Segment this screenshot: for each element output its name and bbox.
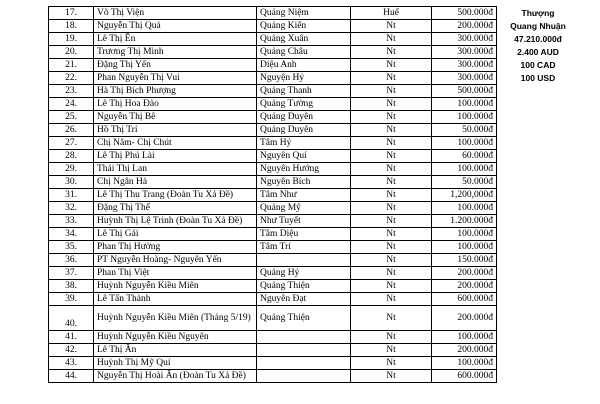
dharma-name-cell: Nguyên Quí [257,150,351,163]
dharma-name-cell: Tâm Trí [257,241,351,254]
amount-cell: 200.000đ [432,280,497,293]
table-row [49,124,580,137]
row-number-cell: 31. [49,189,94,202]
donor-name-cell: Lê Thị Ẽn [94,33,257,46]
amount-cell: 200.000đ [432,267,497,280]
location-cell: Nt [351,176,432,189]
dharma-name-cell: Quảng Duyên [257,111,351,124]
donor-name-cell: Nguyễn Thị Hoài Ân (Đoàn Tu Xả Đề) [94,370,257,383]
table-row [49,306,580,331]
table-row [49,72,580,85]
location-cell: Nt [351,163,432,176]
row-number-cell: 40. [49,306,94,331]
location-cell: Huế [351,7,432,20]
amount-cell: 50.000đ [432,176,497,189]
amount-cell: 1,200,000đ [432,189,497,202]
location-cell: Nt [351,306,432,331]
dharma-name-cell [257,344,351,357]
side-note-cell: Thượng [521,7,555,18]
table-row [49,189,580,202]
donor-name-cell: Huỳnh Thị Mỹ Quí [94,357,257,370]
side-note-cell [497,370,580,383]
table-row [49,344,580,357]
dharma-name-cell: Quảng Thiện [257,306,351,331]
donor-name-cell: Lê Thị Thu Trang (Đoàn Tu Xả Đề) [94,189,257,202]
amount-cell: 150.000đ [432,254,497,267]
donor-name-cell: Hà Thị Bích Phượng [94,85,257,98]
dharma-name-cell: Như Tuyết [257,215,351,228]
side-note-cell [497,215,580,228]
amount-cell: 200.000đ [432,344,497,357]
side-note-cell [497,306,580,331]
side-note-cell [497,228,580,241]
side-note-cell [497,344,580,357]
row-number-cell: 18. [49,20,94,33]
side-note-cell [497,280,580,293]
donor-name-cell: Võ Thị Viện [94,7,257,20]
side-note-cell [497,98,580,111]
dharma-name-cell: Quảng Hỷ [257,267,351,280]
side-note-cell [497,189,580,202]
amount-cell: 100.000đ [432,98,497,111]
table-row [49,7,580,20]
donation-table-body [49,7,580,383]
dharma-name-cell: Nguyên Bích [257,176,351,189]
donor-name-cell: Nguyễn Thị Quả [94,20,257,33]
location-cell: Nt [351,46,432,59]
table-row [49,46,580,59]
amount-cell: 600.000đ [432,370,497,383]
table-row [49,228,580,241]
row-number-cell: 43. [49,357,94,370]
amount-cell: 300.000đ [432,59,497,72]
side-note-cell [497,293,580,306]
row-number-cell: 21. [49,59,94,72]
row-number-cell: 32. [49,202,94,215]
row-number-cell: 27. [49,137,94,150]
table-row [49,267,580,280]
location-cell: Nt [351,228,432,241]
side-note-cell [497,124,580,137]
location-cell: Nt [351,202,432,215]
dharma-name-cell: Tâm Như [257,189,351,202]
row-number-cell: 36. [49,254,94,267]
location-cell: Nt [351,189,432,202]
dharma-name-cell: Nguyên Hướng [257,163,351,176]
donation-list-sheet [48,6,580,383]
donor-name-cell: Phan Thị Hường [94,241,257,254]
dharma-name-cell [257,357,351,370]
amount-cell: 500.000đ [432,7,497,20]
table-row [49,215,580,228]
location-cell: Nt [351,331,432,344]
row-number-cell: 24. [49,98,94,111]
side-note-cell: 2.400 AUD [517,46,559,57]
row-number-cell: 23. [49,85,94,98]
amount-cell: 100.000đ [432,357,497,370]
donor-name-cell: Hồ Thị Trí [94,124,257,137]
table-row [49,137,580,150]
table-row [49,241,580,254]
row-number-cell: 42. [49,344,94,357]
location-cell: Nt [351,254,432,267]
row-number-cell: 35. [49,241,94,254]
location-cell: Nt [351,137,432,150]
side-note-cell [497,357,580,370]
dharma-name-cell: Quảng Châu [257,46,351,59]
row-number-cell: 19. [49,33,94,46]
side-note-cell [497,176,580,189]
side-note-cell: 100 CAD [520,59,556,70]
donor-name-cell: Lê Thị Ân [94,344,257,357]
dharma-name-cell: Tâm Hỷ [257,137,351,150]
row-number-cell: 29. [49,163,94,176]
table-row [49,254,580,267]
donor-name-cell: Chị Ngân Hà [94,176,257,189]
amount-cell: 50.000đ [432,124,497,137]
amount-cell: 1.200.000đ [432,215,497,228]
dharma-name-cell: Quảng Xuân [257,33,351,46]
side-note-cell [497,150,580,163]
location-cell: Nt [351,59,432,72]
location-cell: Nt [351,85,432,98]
dharma-name-cell: Quảng Mỹ [257,202,351,215]
table-row [49,163,580,176]
location-cell: Nt [351,370,432,383]
row-number-cell: 38. [49,280,94,293]
amount-cell: 300.000đ [432,33,497,46]
table-row [49,331,580,344]
donor-name-cell: Huỳnh Nguyễn Kiều Miên [94,280,257,293]
row-number-cell: 44. [49,370,94,383]
amount-cell: 300.000đ [432,46,497,59]
table-row [49,111,580,124]
dharma-name-cell [257,331,351,344]
location-cell: Nt [351,344,432,357]
amount-cell: 100.000đ [432,111,497,124]
table-row [49,85,580,98]
side-note-cell [497,254,580,267]
amount-cell: 100.000đ [432,137,497,150]
amount-cell: 200.000đ [432,20,497,33]
side-note-cell: 100 USD [520,72,556,83]
donor-name-cell: Huỳnh Thị Lệ Trinh (Đoàn Tu Xả Đề) [94,215,257,228]
donor-name-cell: Chị Năm- Chị Chút [94,137,257,150]
side-note-cell [497,85,580,98]
location-cell: Nt [351,293,432,306]
amount-cell: 60.000đ [432,150,497,163]
side-note-cell: 47.210.000đ [514,33,562,44]
amount-cell: 100.000đ [432,331,497,344]
donor-name-cell: Thái Thị Lan [94,163,257,176]
row-number-cell: 37. [49,267,94,280]
table-row [49,293,580,306]
location-cell: Nt [351,150,432,163]
donor-name-cell: Đặng Thị Thể [94,202,257,215]
donor-name-cell: Đặng Thị Yến [94,59,257,72]
table-row [49,176,580,189]
amount-cell: 100.000đ [432,202,497,215]
location-cell: Nt [351,20,432,33]
donor-name-cell: Huỳnh Nguyễn Kiều Miên (Tháng 5/19) [94,306,257,331]
amount-cell: 500.000đ [432,85,497,98]
row-number-cell: 17. [49,7,94,20]
location-cell: Nt [351,357,432,370]
amount-cell: 200.000đ [432,306,497,331]
dharma-name-cell: Quảng Tường [257,98,351,111]
row-number-cell: 22. [49,72,94,85]
side-note-cell: Quang Nhuận [510,20,566,31]
row-number-cell: 25. [49,111,94,124]
amount-cell: 100.000đ [432,163,497,176]
row-number-cell: 33. [49,215,94,228]
dharma-name-cell: Nguyện Hỷ [257,72,351,85]
dharma-name-cell: Diệu Anh [257,59,351,72]
dharma-name-cell: Quảng Niệm [257,7,351,20]
location-cell: Nt [351,280,432,293]
side-note-cell [497,163,580,176]
row-number-cell: 41. [49,331,94,344]
row-number-cell: 39. [49,293,94,306]
amount-cell: 300.000đ [432,72,497,85]
location-cell: Nt [351,98,432,111]
donor-name-cell: PT Nguyễn Hoàng- Nguyên Yến [94,254,257,267]
donor-name-cell: Lê Thị Hoa Đào [94,98,257,111]
table-row [49,150,580,163]
row-number-cell: 20. [49,46,94,59]
donor-name-cell: Lê Thị Phú Lài [94,150,257,163]
dharma-name-cell [257,370,351,383]
donor-name-cell: Phan Thị Việt [94,267,257,280]
location-cell: Nt [351,215,432,228]
dharma-name-cell: Quảng Thanh [257,85,351,98]
row-number-cell: 34. [49,228,94,241]
table-row [49,280,580,293]
dharma-name-cell: Tâm Diệu [257,228,351,241]
amount-cell: 100.000đ [432,228,497,241]
location-cell: Nt [351,111,432,124]
side-note-cell [497,111,580,124]
side-note-cell [497,241,580,254]
row-number-cell: 28. [49,150,94,163]
dharma-name-cell: Quảng Duyên [257,124,351,137]
amount-cell: 100.000đ [432,241,497,254]
table-row [49,20,580,33]
dharma-name-cell [257,254,351,267]
donor-name-cell: Huỳnh Nguyễn Kiều Nguyên [94,331,257,344]
location-cell: Nt [351,72,432,85]
table-row [49,202,580,215]
donor-name-cell: Phan Nguyễn Thị Vui [94,72,257,85]
donor-name-cell: Trương Thị Minh [94,46,257,59]
table-row [49,370,580,383]
side-note-cell [497,267,580,280]
donation-table [48,6,580,383]
dharma-name-cell: Quảng Kiến [257,20,351,33]
location-cell: Nt [351,124,432,137]
dharma-name-cell: Quảng Thiện [257,280,351,293]
donor-name-cell: Nguyễn Thị Bê [94,111,257,124]
location-cell: Nt [351,267,432,280]
table-row [49,357,580,370]
table-row [49,33,580,46]
row-number-cell: 30. [49,176,94,189]
donor-name-cell: Lê Tấn Thành [94,293,257,306]
table-row [49,98,580,111]
side-note-cell [497,137,580,150]
donor-name-cell: Lê Thị Gái [94,228,257,241]
row-number-cell: 26. [49,124,94,137]
location-cell: Nt [351,241,432,254]
amount-cell: 600.000đ [432,293,497,306]
location-cell: Nt [351,33,432,46]
table-row [49,59,580,72]
dharma-name-cell: Nguyên Đạt [257,293,351,306]
side-note-cell [497,202,580,215]
side-note-cell [497,331,580,344]
